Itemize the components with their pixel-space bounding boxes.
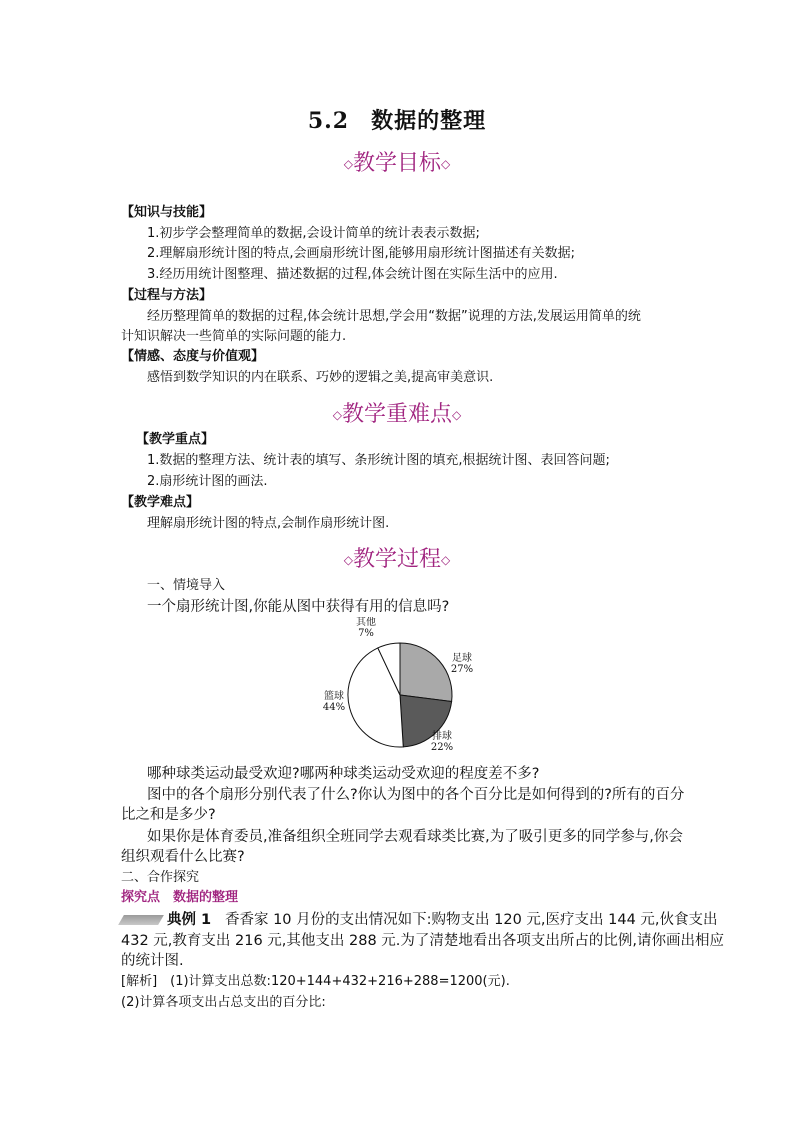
section-heading-key-difficult: [0, 397, 794, 428]
section-title: 教学过程: [352, 547, 441, 572]
title-text: 数据的整理: [371, 108, 487, 134]
slice-percent-label: 7%: [358, 628, 374, 639]
section-heading-process: [0, 542, 794, 573]
slice-name-label: 篮球: [324, 691, 344, 702]
diamond-icon: ◇: [441, 157, 451, 171]
question-line: 哪种球类运动最受欢迎?哪两种球类运动受欢迎的程度差不多?: [147, 766, 540, 782]
example-label: 典例 1: [167, 912, 212, 928]
attitude-heading: 【情感、态度与价值观】: [121, 349, 265, 364]
step-line: (2)计算各项支出占总支出的百分比:: [121, 995, 326, 1010]
example-line: 的统计图.: [121, 953, 184, 969]
diamond-icon: ◇: [332, 408, 342, 422]
difficult-text: 理解扇形统计图的特点,会制作扇形统计图.: [147, 516, 390, 531]
page-title: [0, 104, 794, 135]
key-item: 1.数据的整理方法、统计表的填写、条形统计图的填充,根据统计图、表回答问题;: [147, 453, 610, 468]
slice-percent-label: 27%: [450, 664, 474, 675]
part2-heading: 二、合作探究: [121, 870, 200, 885]
knowledge-item: 2.理解扇形统计图的特点,会画扇形统计图,能够用扇形统计图描述有关数据;: [147, 246, 576, 261]
example-text: 香香家 10 月份的支出情况如下:购物支出 120 元,医疗支出 144 元,伙食支出: [224, 912, 718, 928]
question-line: 如果你是体育委员,准备组织全班同学去观看球类比赛,为了吸引更多的同学参与,你会: [147, 829, 683, 845]
example-line: [121, 910, 718, 930]
example-marker-icon: [118, 915, 164, 925]
example-line: 432 元,教育支出 216 元,其他支出 288 元.为了清楚地看出各项支出所占的比例,请你画出相应: [121, 933, 725, 949]
explore-point-label: 探究点 数据的整理: [121, 890, 239, 905]
diamond-icon: ◇: [441, 553, 451, 567]
section-title: 教学重难点: [341, 402, 452, 427]
process-method-line: 计知识解决一些简单的实际问题的能力.: [121, 329, 347, 344]
slice-name-label: 排球: [432, 731, 452, 742]
question-line: 组织观看什么比赛?: [121, 849, 245, 865]
question-line: 比之和是多少?: [121, 807, 216, 823]
analysis-line: [解析] (1)计算支出总数:120+144+432+216+288=1200(元).: [121, 974, 510, 989]
diamond-icon: ◇: [452, 408, 462, 422]
section-title: 教学目标: [352, 151, 441, 176]
title-number: 5.2: [307, 108, 350, 134]
process-method-heading: 【过程与方法】: [121, 288, 213, 303]
intro-text: 一个扇形统计图,你能从图中获得有用的信息吗?: [147, 599, 450, 615]
knowledge-heading: 【知识与技能】: [121, 205, 213, 220]
pie-slice-足球: [400, 643, 452, 702]
key-heading: 【教学重点】: [136, 432, 215, 447]
slice-percent-label: 22%: [430, 742, 454, 753]
difficult-heading: 【教学难点】: [121, 495, 200, 510]
slice-name-label: 足球: [452, 653, 472, 664]
slice-percent-label: 44%: [322, 702, 346, 713]
diamond-icon: ◇: [343, 157, 353, 171]
part1-heading: 一、情境导入: [147, 578, 226, 593]
pie-chart: [316, 617, 506, 755]
section-heading-objectives: [0, 146, 794, 177]
question-line: 图中的各个扇形分别代表了什么?你认为图中的各个百分比是如何得到的?所有的百分: [147, 787, 685, 803]
diamond-icon: ◇: [343, 553, 353, 567]
slice-name-label: 其他: [356, 617, 376, 628]
process-method-line: 经历整理简单的数据的过程,体会统计思想,学会用“数据”说理的方法,发展运用简单的统: [147, 309, 641, 324]
knowledge-item: 3.经历用统计图整理、描述数据的过程,体会统计图在实际生活中的应用.: [147, 267, 558, 282]
knowledge-item: 1.初步学会整理简单的数据,会设计简单的统计表表示数据;: [147, 226, 480, 241]
key-item: 2.扇形统计图的画法.: [147, 474, 268, 489]
attitude-text: 感悟到数学知识的内在联系、巧妙的逻辑之美,提高审美意识.: [147, 370, 494, 385]
